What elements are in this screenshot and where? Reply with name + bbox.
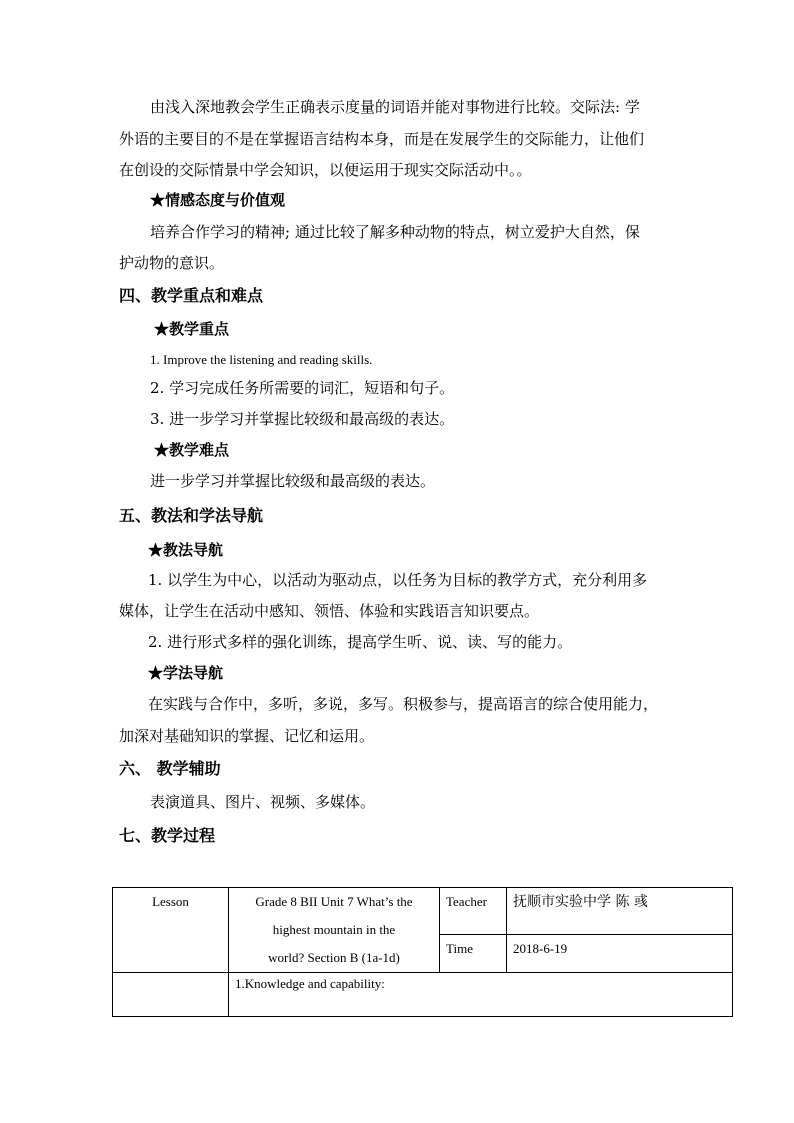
key-point-item: 1. Improve the listening and reading skills.: [150, 352, 373, 367]
teaching-method-heading: ★教法导航: [148, 541, 224, 559]
teaching-method-item: 1. 以学生为中心，以活动为驱动点，以任务为目标的教学方式，充分利用多: [148, 571, 648, 589]
key-point-item: 3. 进一步学习并掌握比较级和最高级的表达。: [150, 410, 455, 428]
section-heading-5: 五、教法和学法导航: [119, 506, 264, 525]
teaching-method-item: 2. 进行形式多样的强化训练，提高学生听、说、读、写的能力。: [148, 633, 573, 651]
time-value: 2018-6-19: [513, 940, 568, 956]
learning-method-heading: ★学法导航: [148, 664, 224, 682]
lesson-title-line: Grade 8 BII Unit 7 What’s the: [255, 894, 413, 909]
knowledge-cell: [229, 973, 733, 1017]
key-points-heading: ★教学重点: [154, 320, 230, 338]
time-label-cell: [440, 934, 507, 972]
teacher-value-cell: [507, 888, 733, 935]
lesson-title-cell: [229, 888, 440, 973]
difficulty-heading: ★教学难点: [154, 441, 230, 459]
teaching-method-item: 媒体，让学生在活动中感知、领悟、体验和实践语言知识要点。: [119, 602, 540, 620]
paragraph-line: 外语的主要目的不是在掌握语言结构本身，而是在发展学生的交际能力，让他们: [119, 130, 645, 148]
teacher-value: 抚顺市实验中学 陈 彧: [513, 894, 648, 910]
section-heading-7: 七、教学过程: [119, 826, 216, 845]
emotion-heading: ★情感态度与价值观: [150, 191, 286, 209]
paragraph-line: 护动物的意识。: [119, 254, 225, 272]
time-value-cell: [507, 934, 733, 972]
learning-method-line: 加深对基础知识的掌握、记忆和运用。: [119, 727, 375, 745]
teaching-aids-text: 表演道具、图片、视频、多媒体。: [150, 793, 376, 811]
lesson-title-line: world? Section B (1a-1d): [268, 950, 400, 965]
paragraph-line: 培养合作学习的精神; 通过比较了解多种动物的特点，树立爱护大自然，保: [150, 223, 640, 241]
paragraph-line: 在创设的交际情景中学会知识，以便运用于现实交际活动中。。: [119, 161, 532, 179]
key-point-item: 2. 学习完成任务所需要的词汇，短语和句子。: [150, 379, 455, 397]
lesson-title-line: highest mountain in the: [272, 922, 396, 937]
lesson-table: [112, 887, 733, 1017]
section-heading-4: 四、教学重点和难点: [119, 286, 264, 305]
knowledge-text: 1.Knowledge and capability:: [235, 976, 385, 991]
section-heading-6: 六、 教学辅助: [119, 759, 221, 778]
time-label: Time: [446, 940, 473, 956]
paragraph-line: 由浅入深地教会学生正确表示度量的词语并能对事物进行比较。交际法: 学: [150, 98, 640, 116]
teacher-label-cell: [440, 888, 507, 935]
teacher-label: Teacher: [446, 894, 487, 909]
lesson-label-cell: [113, 888, 229, 973]
learning-method-line: 在实践与合作中，多听，多说，多写。积极参与，提高语言的综合使用能力，: [148, 695, 659, 713]
lesson-label: Lesson: [152, 894, 189, 909]
empty-cell: [113, 973, 229, 1017]
difficulty-text: 进一步学习并掌握比较级和最高级的表达。: [150, 472, 436, 490]
